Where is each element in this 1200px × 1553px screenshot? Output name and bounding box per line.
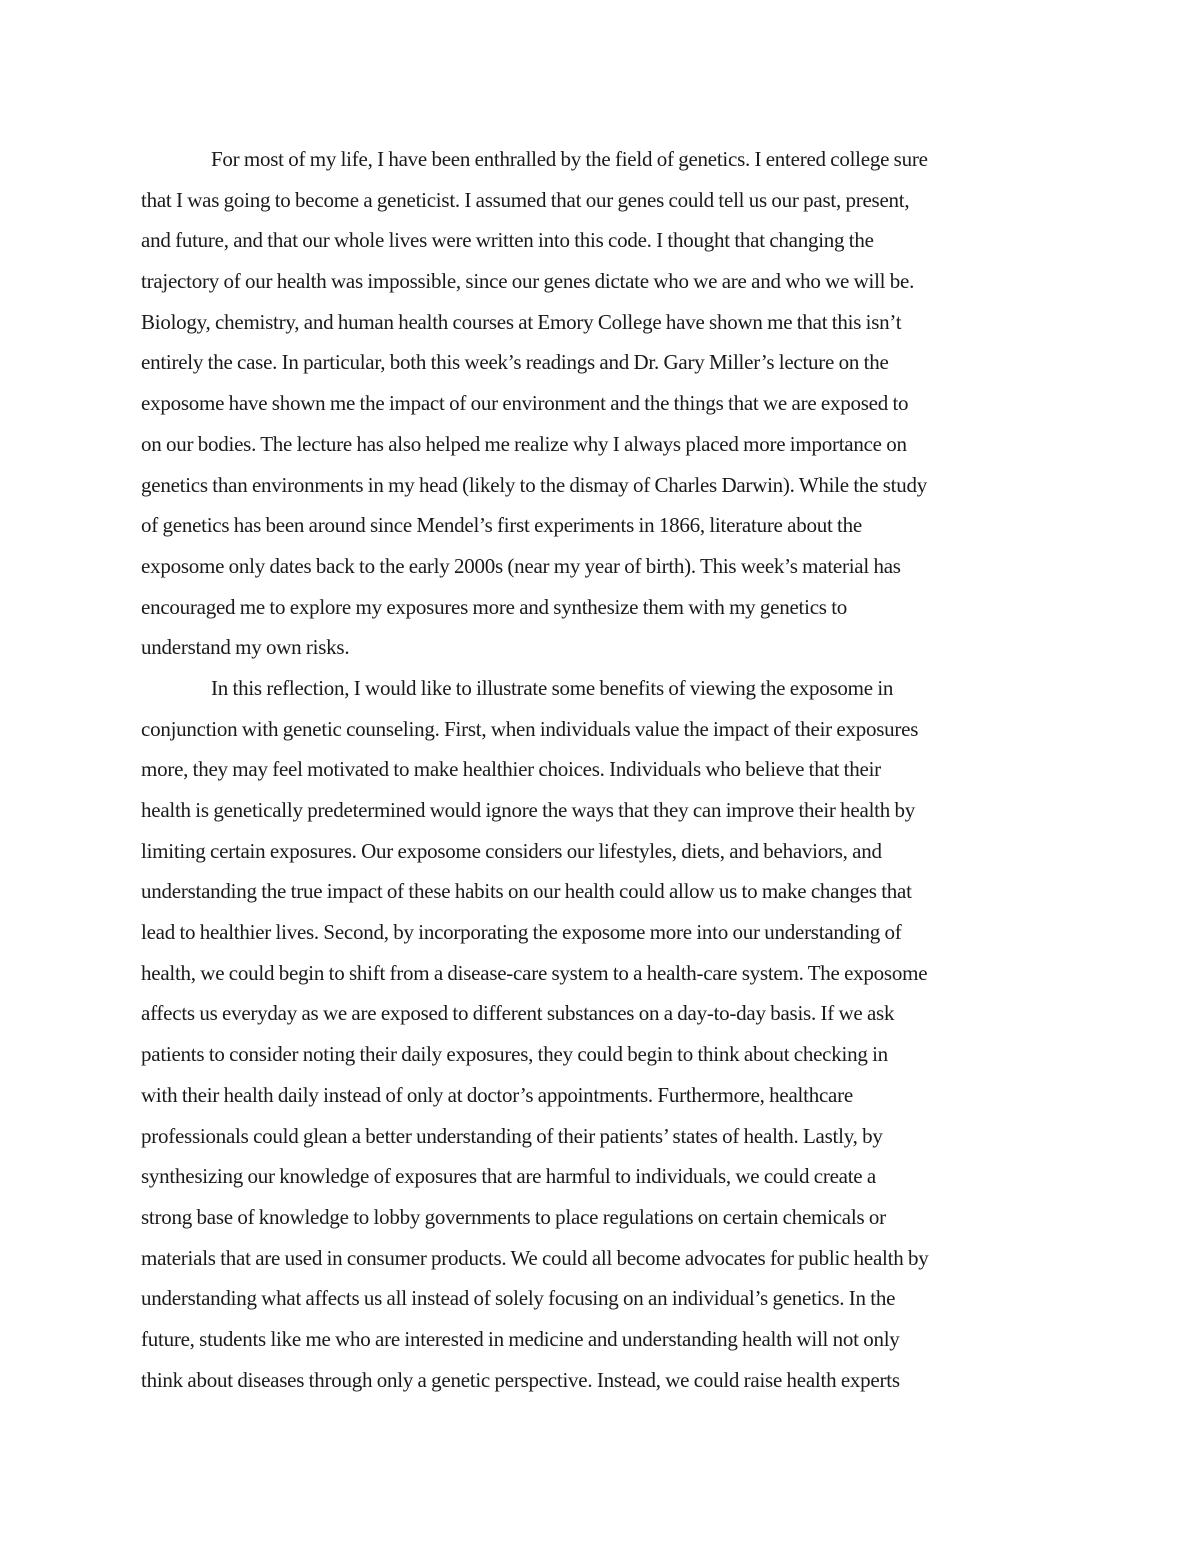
paragraph-2 (141, 668, 1071, 1400)
paragraph-line: of genetics has been around since Mendel’s first experiments in 1866, literature about the (141, 513, 862, 538)
paragraph-line: that I was going to become a geneticist. I assumed that our genes could tell us our past, present, (141, 187, 910, 212)
paragraph-line: materials that are used in consumer products. We could all become advocates for public health by (141, 1245, 929, 1270)
paragraph-line: limiting certain exposures. Our exposome considers our lifestyles, diets, and behaviors, and (141, 838, 882, 863)
paragraph-line: and future, and that our whole lives were written into this code. I thought that changing the (141, 228, 874, 253)
paragraph-1 (141, 139, 1071, 668)
paragraph-line: genetics than environments in my head (likely to the dismay of Charles Darwin). While the study (141, 472, 928, 497)
paragraph-line: lead to healthier lives. Second, by incorporating the exposome more into our understanding of (141, 920, 902, 945)
paragraph-line: trajectory of our health was impossible, since our genes dictate who we are and who we will be. (141, 269, 915, 294)
paragraph-line: on our bodies. The lecture has also helped me realize why I always placed more importance on (141, 431, 907, 456)
paragraph-line: health is genetically predetermined would ignore the ways that they can improve their health by (141, 798, 915, 822)
paragraph-line: strong base of knowledge to lobby governments to place regulations on certain chemicals or (141, 1204, 886, 1229)
paragraph-line: with their health daily instead of only at doctor’s appointments. Furthermore, healthcare (141, 1082, 853, 1107)
paragraph-line: Biology, chemistry, and human health courses at Emory College have shown me that this isn’t (141, 309, 902, 334)
paragraph-line: professionals could glean a better understanding of their patients’ states of health. Lastly, by (141, 1123, 883, 1148)
paragraph-line: future, students like me who are interested in medicine and understanding health will not only (141, 1326, 900, 1351)
paragraph-line: health, we could begin to shift from a disease-care system to a health-care system. The exposome (141, 960, 928, 985)
document-body (141, 139, 1071, 1400)
paragraph-line: understand my own risks. (141, 635, 350, 660)
paragraph-line: patients to consider noting their daily exposures, they could begin to think about checking in (141, 1042, 888, 1067)
paragraph-line: synthesizing our knowledge of exposures that are harmful to individuals, we could create a (141, 1164, 876, 1189)
paragraph-line: understanding the true impact of these habits on our health could allow us to make changes that (141, 879, 912, 904)
paragraph-line: encouraged me to explore my exposures more and synthesize them with my genetics to (141, 594, 848, 619)
paragraph-line: In this reflection, I would like to illustrate some benefits of viewing the exposome in (211, 675, 894, 700)
paragraph-line: think about diseases through only a genetic perspective. Instead, we could raise health experts (141, 1367, 900, 1392)
paragraph-line: exposome have shown me the impact of our environment and the things that we are exposed to (141, 391, 909, 416)
paragraph-line: entirely the case. In particular, both this week’s readings and Dr. Gary Miller’s lecture on the (141, 350, 889, 375)
paragraph-line: affects us everyday as we are exposed to different substances on a day-to-day basis. If we ask (141, 1001, 895, 1026)
paragraph-line: exposome only dates back to the early 2000s (near my year of birth). This week’s material has (141, 553, 901, 578)
paragraph-line: For most of my life, I have been enthralled by the field of genetics. I entered college sure (211, 147, 928, 171)
paragraph-line: more, they may feel motivated to make healthier choices. Individuals who believe that their (141, 757, 881, 782)
paragraph-line: conjunction with genetic counseling. First, when individuals value the impact of their exposures (141, 716, 919, 741)
paragraph-line: understanding what affects us all instead of solely focusing on an individual’s genetics. In the (141, 1286, 896, 1311)
